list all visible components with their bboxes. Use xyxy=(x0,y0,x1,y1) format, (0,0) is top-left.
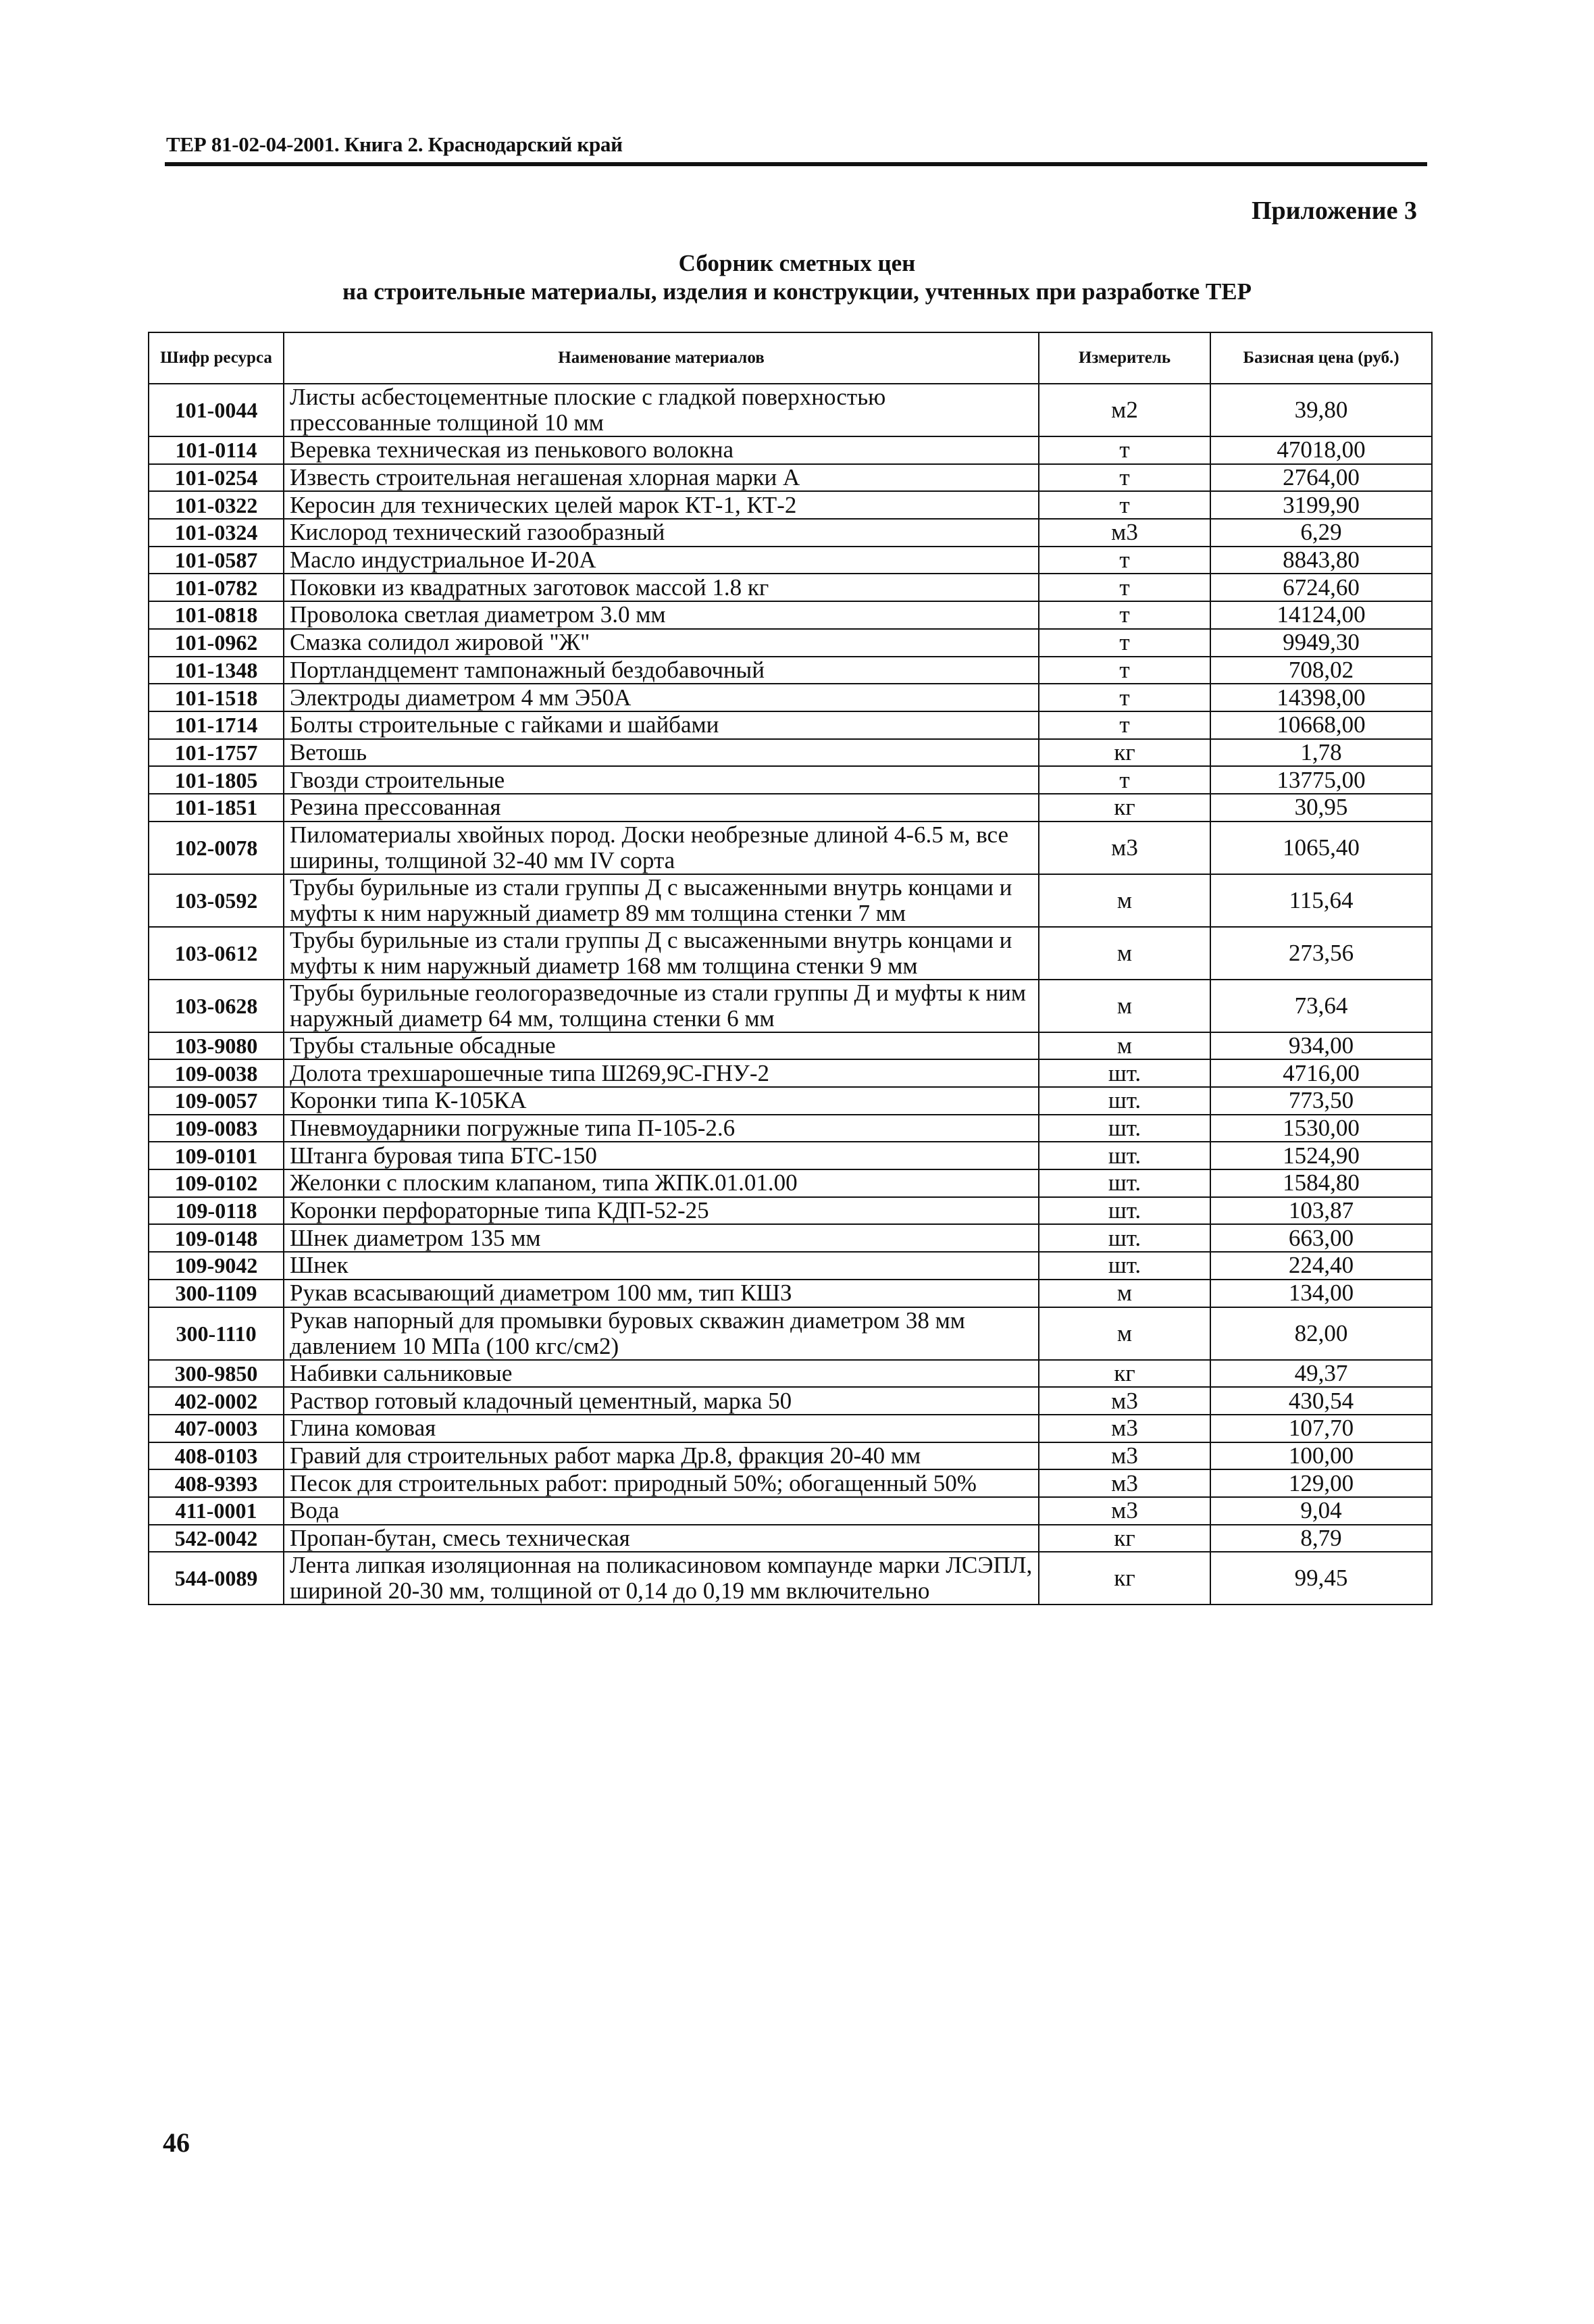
table-row xyxy=(149,1280,1432,1307)
table-row xyxy=(149,1442,1432,1470)
cell-name: Трубы бурильные геологоразведочные из стали группы Д и муфты к ним наружный диаметр 64 мм, толщина стенки 6 мм xyxy=(284,980,1039,1032)
cell-name: Пиломатериалы хвойных пород. Доски необрезные длиной 4-6.5 м, все ширины, толщиной 32-40 мм IV сорта xyxy=(284,822,1039,874)
table-row xyxy=(149,491,1432,519)
cell-name: Набивки сальниковые xyxy=(284,1360,1039,1388)
cell-code: 101-0254 xyxy=(149,464,284,492)
cell-code: 402-0002 xyxy=(149,1387,284,1415)
cell-name: Вода xyxy=(284,1497,1039,1525)
cell-name: Желонки с плоским клапаном, типа ЖПК.01.01.00 xyxy=(284,1169,1039,1197)
cell-price: 100,00 xyxy=(1210,1442,1432,1470)
cell-name: Гравий для строительных работ марка Др.8, фракция 20-40 мм xyxy=(284,1442,1039,1470)
cell-name: Веревка техническая из пенькового волокна xyxy=(284,436,1039,464)
cell-unit: шт. xyxy=(1039,1224,1210,1252)
header-rule xyxy=(165,162,1427,166)
cell-name: Портландцемент тампонажный бездобавочный xyxy=(284,657,1039,684)
cell-unit: м2 xyxy=(1039,384,1210,436)
cell-name: Гвозди строительные xyxy=(284,766,1039,794)
cell-name: Пневмоударники погружные типа П-105-2.6 xyxy=(284,1115,1039,1142)
cell-unit: т xyxy=(1039,464,1210,492)
cell-price: 103,87 xyxy=(1210,1197,1432,1225)
table-row xyxy=(149,1115,1432,1142)
cell-name: Рукав напорный для промывки буровых скважин диаметром 38 мм давлением 10 МПа (100 кгс/см2) xyxy=(284,1307,1039,1360)
table-row xyxy=(149,574,1432,601)
cell-name: Трубы стальные обсадные xyxy=(284,1032,1039,1060)
table-row xyxy=(149,1032,1432,1060)
cell-name: Долота трехшарошечные типа Ш269,9С-ГНУ-2 xyxy=(284,1059,1039,1087)
table-row xyxy=(149,547,1432,574)
cell-code: 411-0001 xyxy=(149,1497,284,1525)
cell-name: Коронки перфораторные типа КДП-52-25 xyxy=(284,1197,1039,1225)
cell-code: 101-0962 xyxy=(149,629,284,657)
cell-unit: м xyxy=(1039,1032,1210,1060)
table-row xyxy=(149,601,1432,629)
cell-unit: м xyxy=(1039,1307,1210,1360)
cell-code: 101-0114 xyxy=(149,436,284,464)
cell-price: 663,00 xyxy=(1210,1224,1432,1252)
cell-price: 1524,90 xyxy=(1210,1142,1432,1169)
cell-price: 30,95 xyxy=(1210,794,1432,822)
cell-price: 14398,00 xyxy=(1210,684,1432,711)
cell-price: 2764,00 xyxy=(1210,464,1432,492)
table-row xyxy=(149,1415,1432,1442)
cell-price: 1065,40 xyxy=(1210,822,1432,874)
cell-name: Песок для строительных работ: природный 50%; обогащенный 50% xyxy=(284,1469,1039,1497)
cell-price: 934,00 xyxy=(1210,1032,1432,1060)
cell-unit: м xyxy=(1039,1280,1210,1307)
cell-price: 1584,80 xyxy=(1210,1169,1432,1197)
cell-price: 708,02 xyxy=(1210,657,1432,684)
cell-name: Раствор готовый кладочный цементный, марка 50 xyxy=(284,1387,1039,1415)
running-title: ТЕР 81-02-04-2001. Книга 2. Краснодарский край xyxy=(166,132,623,156)
cell-unit: шт. xyxy=(1039,1115,1210,1142)
cell-name: Керосин для технических целей марок КТ-1, КТ-2 xyxy=(284,491,1039,519)
column-header-price: Базисная цена (руб.) xyxy=(1210,332,1432,384)
cell-name: Поковки из квадратных заготовок массой 1.8 кг xyxy=(284,574,1039,601)
cell-price: 9,04 xyxy=(1210,1497,1432,1525)
cell-price: 6,29 xyxy=(1210,519,1432,547)
cell-unit: м xyxy=(1039,927,1210,980)
cell-code: 408-0103 xyxy=(149,1442,284,1470)
table-row xyxy=(149,822,1432,874)
cell-code: 103-0612 xyxy=(149,927,284,980)
cell-code: 101-0324 xyxy=(149,519,284,547)
cell-code: 101-0818 xyxy=(149,601,284,629)
cell-name: Листы асбестоцементные плоские с гладкой поверхностью прессованные толщиной 10 мм xyxy=(284,384,1039,436)
cell-price: 1,78 xyxy=(1210,739,1432,767)
cell-unit: т xyxy=(1039,684,1210,711)
cell-name: Резина прессованная xyxy=(284,794,1039,822)
table-row xyxy=(149,739,1432,767)
cell-code: 542-0042 xyxy=(149,1525,284,1552)
table-header-row xyxy=(149,332,1432,384)
cell-name: Известь строительная негашеная хлорная марки А xyxy=(284,464,1039,492)
cell-price: 99,45 xyxy=(1210,1552,1432,1605)
cell-code: 407-0003 xyxy=(149,1415,284,1442)
cell-code: 101-1714 xyxy=(149,711,284,739)
cell-price: 6724,60 xyxy=(1210,574,1432,601)
cell-price: 10668,00 xyxy=(1210,711,1432,739)
cell-code: 103-0628 xyxy=(149,980,284,1032)
table-row xyxy=(149,1552,1432,1605)
cell-unit: т xyxy=(1039,574,1210,601)
table-row xyxy=(149,629,1432,657)
cell-name: Коронки типа К-105КА xyxy=(284,1087,1039,1115)
table-row xyxy=(149,384,1432,436)
document-title: Сборник сметных цен xyxy=(678,250,916,276)
cell-code: 109-0102 xyxy=(149,1169,284,1197)
cell-code: 101-1851 xyxy=(149,794,284,822)
cell-code: 101-0587 xyxy=(149,547,284,574)
cell-unit: шт. xyxy=(1039,1059,1210,1087)
cell-unit: т xyxy=(1039,436,1210,464)
cell-name: Лента липкая изоляционная на поликасиновом компаунде марки ЛСЭПЛ, шириной 20-30 мм, толщиной от 0,14 до 0,19 мм включительно xyxy=(284,1552,1039,1605)
cell-unit: кг xyxy=(1039,794,1210,822)
cell-code: 103-0592 xyxy=(149,874,284,927)
cell-code: 101-0044 xyxy=(149,384,284,436)
table-row xyxy=(149,1169,1432,1197)
table-row xyxy=(149,1224,1432,1252)
table-row xyxy=(149,980,1432,1032)
cell-unit: м xyxy=(1039,980,1210,1032)
cell-name: Штанга буровая типа БТС-150 xyxy=(284,1142,1039,1169)
table-row xyxy=(149,1497,1432,1525)
cell-name: Проволока светлая диаметром 3.0 мм xyxy=(284,601,1039,629)
table-row xyxy=(149,1525,1432,1552)
table-row xyxy=(149,711,1432,739)
cell-name: Глина комовая xyxy=(284,1415,1039,1442)
cell-code: 300-9850 xyxy=(149,1360,284,1388)
table-row xyxy=(149,927,1432,980)
materials-table xyxy=(148,332,1433,1605)
cell-unit: т xyxy=(1039,657,1210,684)
cell-name: Электроды диаметром 4 мм Э50А xyxy=(284,684,1039,711)
table-row xyxy=(149,436,1432,464)
cell-code: 109-9042 xyxy=(149,1252,284,1280)
table-row xyxy=(149,684,1432,711)
cell-name: Кислород технический газообразный xyxy=(284,519,1039,547)
cell-unit: шт. xyxy=(1039,1087,1210,1115)
cell-price: 47018,00 xyxy=(1210,436,1432,464)
table-row xyxy=(149,519,1432,547)
cell-price: 134,00 xyxy=(1210,1280,1432,1307)
cell-code: 101-0322 xyxy=(149,491,284,519)
appendix-label: Приложение 3 xyxy=(1251,197,1417,225)
cell-price: 13775,00 xyxy=(1210,766,1432,794)
cell-code: 101-1757 xyxy=(149,739,284,767)
column-header-name: Наименование материалов xyxy=(284,332,1039,384)
cell-code: 103-9080 xyxy=(149,1032,284,1060)
table-row xyxy=(149,1387,1432,1415)
cell-unit: т xyxy=(1039,491,1210,519)
cell-unit: м3 xyxy=(1039,1469,1210,1497)
cell-unit: м3 xyxy=(1039,1387,1210,1415)
cell-price: 430,54 xyxy=(1210,1387,1432,1415)
table-row xyxy=(149,1360,1432,1388)
cell-code: 101-0782 xyxy=(149,574,284,601)
cell-code: 101-1348 xyxy=(149,657,284,684)
cell-unit: шт. xyxy=(1039,1142,1210,1169)
cell-code: 109-0101 xyxy=(149,1142,284,1169)
cell-price: 49,37 xyxy=(1210,1360,1432,1388)
cell-price: 9949,30 xyxy=(1210,629,1432,657)
cell-code: 109-0038 xyxy=(149,1059,284,1087)
cell-unit: т xyxy=(1039,601,1210,629)
cell-unit: кг xyxy=(1039,739,1210,767)
cell-code: 101-1518 xyxy=(149,684,284,711)
cell-price: 82,00 xyxy=(1210,1307,1432,1360)
table-row xyxy=(149,1469,1432,1497)
column-header-code: Шифр ресурса xyxy=(149,332,284,384)
cell-name: Смазка солидол жировой "Ж" xyxy=(284,629,1039,657)
cell-name: Трубы бурильные из стали группы Д с высаженными внутрь концами и муфты к ним наружный диаметр 89 мм толщина стенки 7 мм xyxy=(284,874,1039,927)
cell-price: 1530,00 xyxy=(1210,1115,1432,1142)
cell-price: 107,70 xyxy=(1210,1415,1432,1442)
cell-code: 109-0148 xyxy=(149,1224,284,1252)
cell-name: Масло индустриальное И-20А xyxy=(284,547,1039,574)
table-row xyxy=(149,1307,1432,1360)
cell-unit: м3 xyxy=(1039,1442,1210,1470)
table-row xyxy=(149,464,1432,492)
cell-price: 773,50 xyxy=(1210,1087,1432,1115)
cell-unit: кг xyxy=(1039,1525,1210,1552)
table-row xyxy=(149,874,1432,927)
cell-price: 115,64 xyxy=(1210,874,1432,927)
cell-unit: т xyxy=(1039,711,1210,739)
cell-unit: м3 xyxy=(1039,1415,1210,1442)
table-row xyxy=(149,766,1432,794)
page-number: 46 xyxy=(163,2127,190,2158)
cell-unit: шт. xyxy=(1039,1197,1210,1225)
cell-code: 109-0118 xyxy=(149,1197,284,1225)
cell-code: 300-1110 xyxy=(149,1307,284,1360)
cell-unit: кг xyxy=(1039,1360,1210,1388)
table-row xyxy=(149,794,1432,822)
cell-code: 109-0057 xyxy=(149,1087,284,1115)
cell-name: Ветошь xyxy=(284,739,1039,767)
cell-code: 408-9393 xyxy=(149,1469,284,1497)
cell-price: 73,64 xyxy=(1210,980,1432,1032)
cell-price: 39,80 xyxy=(1210,384,1432,436)
cell-name: Шнек xyxy=(284,1252,1039,1280)
cell-unit: м3 xyxy=(1039,519,1210,547)
cell-unit: шт. xyxy=(1039,1252,1210,1280)
cell-price: 224,40 xyxy=(1210,1252,1432,1280)
table-row xyxy=(149,657,1432,684)
cell-name: Шнек диаметром 135 мм xyxy=(284,1224,1039,1252)
cell-price: 8,79 xyxy=(1210,1525,1432,1552)
table-row xyxy=(149,1059,1432,1087)
table-row xyxy=(149,1087,1432,1115)
table-row xyxy=(149,1197,1432,1225)
cell-unit: т xyxy=(1039,629,1210,657)
cell-name: Болты строительные с гайками и шайбами xyxy=(284,711,1039,739)
document-subtitle: на строительные материалы, изделия и конструкции, учтенных при разработке ТЕР xyxy=(342,278,1252,305)
cell-unit: м3 xyxy=(1039,1497,1210,1525)
cell-price: 3199,90 xyxy=(1210,491,1432,519)
cell-unit: кг xyxy=(1039,1552,1210,1605)
cell-name: Рукав всасывающий диаметром 100 мм, тип КШЗ xyxy=(284,1280,1039,1307)
cell-code: 544-0089 xyxy=(149,1552,284,1605)
cell-code: 102-0078 xyxy=(149,822,284,874)
cell-code: 109-0083 xyxy=(149,1115,284,1142)
table-row xyxy=(149,1142,1432,1169)
cell-price: 129,00 xyxy=(1210,1469,1432,1497)
cell-code: 300-1109 xyxy=(149,1280,284,1307)
cell-unit: м3 xyxy=(1039,822,1210,874)
column-header-unit: Измеритель xyxy=(1039,332,1210,384)
cell-unit: т xyxy=(1039,766,1210,794)
cell-unit: м xyxy=(1039,874,1210,927)
cell-price: 8843,80 xyxy=(1210,547,1432,574)
cell-price: 4716,00 xyxy=(1210,1059,1432,1087)
table-row xyxy=(149,1252,1432,1280)
cell-price: 14124,00 xyxy=(1210,601,1432,629)
cell-price: 273,56 xyxy=(1210,927,1432,980)
cell-unit: т xyxy=(1039,547,1210,574)
cell-name: Пропан-бутан, смесь техническая xyxy=(284,1525,1039,1552)
cell-code: 101-1805 xyxy=(149,766,284,794)
cell-name: Трубы бурильные из стали группы Д с высаженными внутрь концами и муфты к ним наружный диаметр 168 мм толщина стенки 9 мм xyxy=(284,927,1039,980)
cell-unit: шт. xyxy=(1039,1169,1210,1197)
